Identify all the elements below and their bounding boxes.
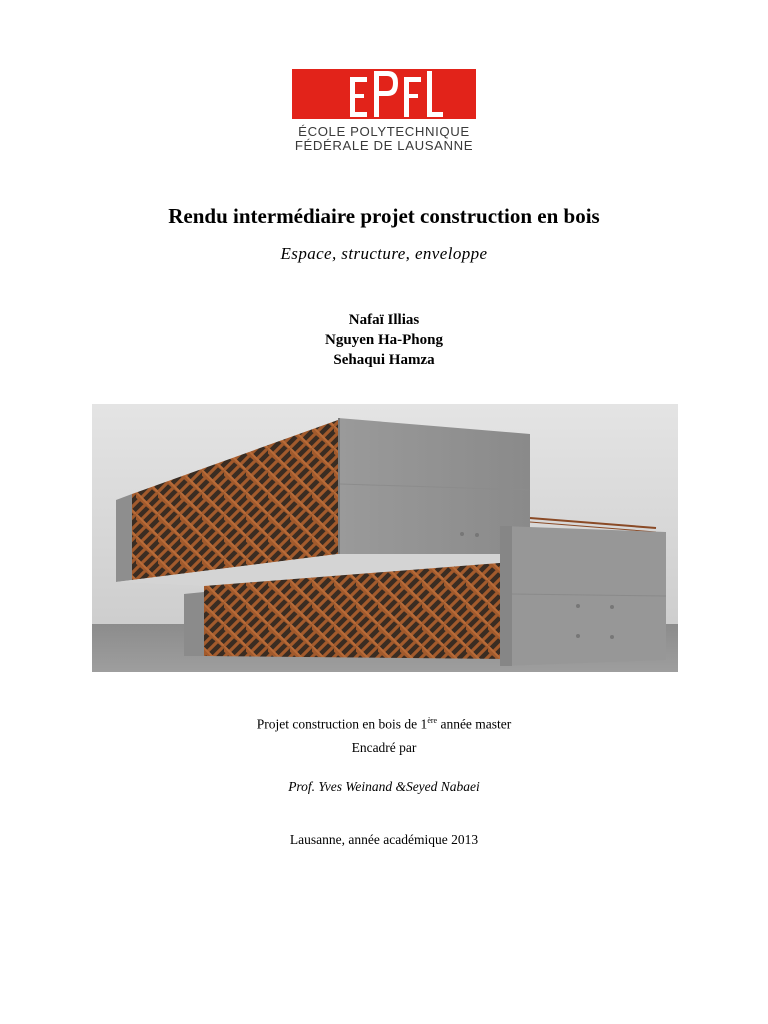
document-subtitle: Espace, structure, enveloppe <box>280 244 488 263</box>
supervised-by-label: Encadré par <box>351 740 417 755</box>
logo-line-1: ÉCOLE POLYTECHNIQUE <box>298 124 470 139</box>
building-render-graphic <box>92 404 678 672</box>
epfl-wordmark <box>292 69 476 119</box>
project-description-end: année master <box>437 716 512 732</box>
logo-line-2: FÉDÉRALE DE LAUSANNE <box>294 138 474 153</box>
building-render-image <box>92 404 678 672</box>
supervisors-names: Prof. Yves Weinand &Seyed Nabaei <box>288 779 480 794</box>
project-description-start: Projet construction en bois de 1 <box>256 716 428 732</box>
epfl-logo <box>292 69 476 153</box>
author-name: Nafaï Illias <box>348 312 420 328</box>
author-list <box>0 310 768 370</box>
ordinal-superscript: ère <box>427 716 438 725</box>
project-description <box>0 716 768 733</box>
epfl-wordmark-graphic <box>292 69 476 119</box>
place-and-year: Lausanne, année académique 2013 <box>289 832 479 847</box>
author-name: Nguyen Ha-Phong <box>325 332 443 348</box>
author-name: Sehaqui Hamza <box>333 352 435 368</box>
document-title: Rendu intermédiaire projet construction en bois <box>168 204 600 228</box>
